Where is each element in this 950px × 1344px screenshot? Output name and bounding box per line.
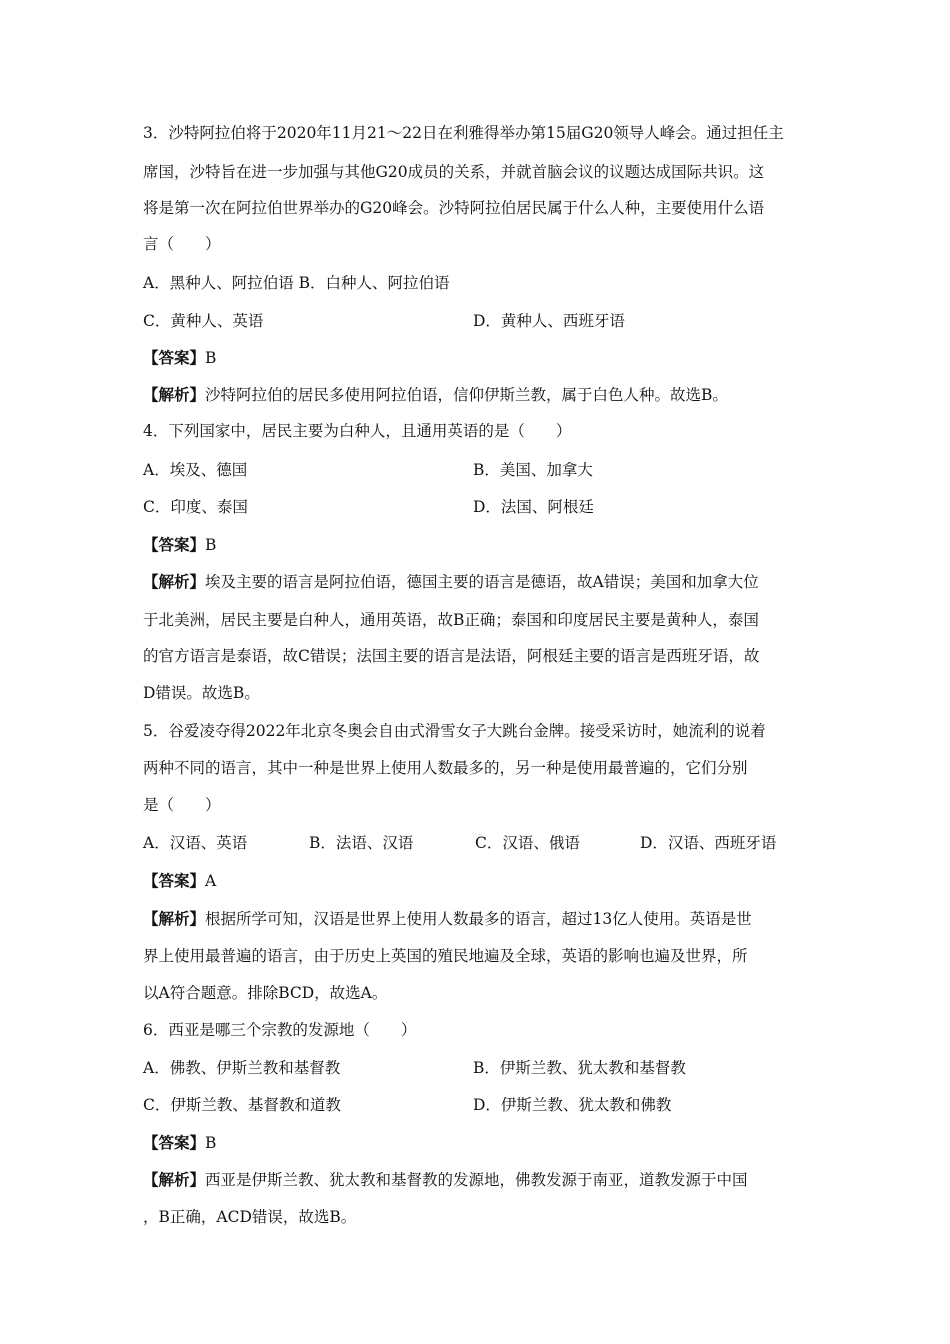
q4-analysis-line-4: D错误。故选B。 <box>143 684 260 702</box>
q3-options-row-2 <box>143 311 625 331</box>
q3-option-a-b: A．黑种人、阿拉伯语 B．白种人、阿拉伯语 <box>143 274 450 292</box>
analysis-label: 【解析】 <box>143 909 206 928</box>
q6-option-d: D．伊斯兰教、犹太教和佛教 <box>473 1096 672 1114</box>
q5-answer <box>143 871 216 891</box>
q6-answer-value: B <box>205 1134 217 1152</box>
q5-analysis <box>143 909 752 929</box>
analysis-label: 【解析】 <box>143 385 206 404</box>
q6-option-a: A．佛教、伊斯兰教和基督教 <box>143 1059 341 1077</box>
q6-answer <box>143 1133 216 1153</box>
q4-analysis-line-2: 于北美洲，居民主要是白种人，通用英语，故B正确；泰国和印度居民主要是黄种人，泰国 <box>143 611 759 629</box>
q5-stem-line-1: 5．谷爱凌夺得2022年北京冬奥会自由式滑雪女子大跳台金牌。接受采访时，她流利的说着 <box>143 722 766 740</box>
q4-options-row-1 <box>143 460 593 480</box>
analysis-label: 【解析】 <box>143 1170 206 1189</box>
q3-stem-line-2: 席国，沙特旨在进一步加强与其他G20成员的关系，并就首脑会议的议题达成国际共识。这 <box>143 163 765 181</box>
q6-analysis <box>143 1170 748 1190</box>
q3-stem-line-3: 将是第一次在阿拉伯世界举办的G20峰会。沙特阿拉伯居民属于什么人种，主要使用什么语 <box>143 199 765 217</box>
q6-analysis-line-2: ，B正确，ACD错误，故选B。 <box>143 1208 357 1226</box>
q3-stem-line-1: 3．沙特阿拉伯将于2020年11月21～22日在利雅得举办第15届G20领导人峰会。通过担任主 <box>143 124 784 142</box>
q5-option-b: B．法语、汉语 <box>309 834 414 852</box>
q5-stem-line-3: 是（ ） <box>143 796 221 814</box>
q3-stem-line-4: 言（ ） <box>143 235 221 253</box>
q5-option-d: D．汉语、西班牙语 <box>640 834 777 852</box>
answer-label: 【答案】 <box>143 871 206 890</box>
q4-options-row-2 <box>143 497 594 517</box>
q6-options-row-1 <box>143 1058 686 1078</box>
q5-option-c: C．汉语、俄语 <box>475 834 580 852</box>
q3-answer <box>143 348 216 368</box>
q3-analysis <box>143 385 728 405</box>
q5-stem-line-2: 两种不同的语言，其中一种是世界上使用人数最多的，另一种是使用最普遍的，它们分别 <box>143 759 748 777</box>
q6-option-c: C．伊斯兰教、基督教和道教 <box>143 1096 341 1114</box>
q4-stem-line-1: 4．下列国家中，居民主要为白种人，且通用英语的是（ ） <box>143 422 572 440</box>
q5-analysis-line-2: 界上使用最普遍的语言，由于历史上英国的殖民地遍及全球，英语的影响也遍及世界，所 <box>143 947 748 965</box>
q4-analysis-line-3: 的官方语言是泰语，故C错误；法国主要的语言是法语，阿根廷主要的语言是西班牙语，故 <box>143 647 760 665</box>
q4-answer-value: B <box>205 536 217 554</box>
q6-options-row-2 <box>143 1095 672 1115</box>
q6-option-b: B．伊斯兰教、犹太教和基督教 <box>473 1059 686 1077</box>
q4-option-c: C．印度、泰国 <box>143 498 248 516</box>
q4-option-a: A．埃及、德国 <box>143 461 248 479</box>
answer-label: 【答案】 <box>143 535 206 554</box>
q5-analysis-line-3: 以A符合题意。排除BCD，故选A。 <box>143 984 388 1002</box>
analysis-label: 【解析】 <box>143 572 206 591</box>
q3-option-c: C．黄种人、英语 <box>143 312 264 330</box>
q4-answer <box>143 535 216 555</box>
q4-analysis-line-1: 埃及主要的语言是阿拉伯语，德国主要的语言是德语，故A错误；美国和加拿大位 <box>205 573 759 591</box>
q5-answer-value: A <box>205 872 217 890</box>
q6-analysis-line-1: 西亚是伊斯兰教、犹太教和基督教的发源地，佛教发源于南亚，道教发源于中国 <box>205 1171 748 1189</box>
q5-option-a: A．汉语、英语 <box>143 834 248 852</box>
q5-options-row <box>143 833 777 853</box>
q3-answer-value: B <box>205 349 217 367</box>
q4-analysis <box>143 572 759 592</box>
q4-option-b: B．美国、加拿大 <box>473 461 593 479</box>
q5-analysis-line-1: 根据所学可知，汉语是世界上使用人数最多的语言，超过13亿人使用。英语是世 <box>205 910 752 928</box>
q3-option-d: D．黄种人、西班牙语 <box>473 312 625 330</box>
q6-stem-line-1: 6．西亚是哪三个宗教的发源地（ ） <box>143 1021 417 1039</box>
q4-option-d: D．法国、阿根廷 <box>473 498 594 516</box>
q3-analysis-line-1: 沙特阿拉伯的居民多使用阿拉伯语，信仰伊斯兰教，属于白色人种。故选B。 <box>205 386 728 404</box>
answer-label: 【答案】 <box>143 348 206 367</box>
answer-label: 【答案】 <box>143 1133 206 1152</box>
